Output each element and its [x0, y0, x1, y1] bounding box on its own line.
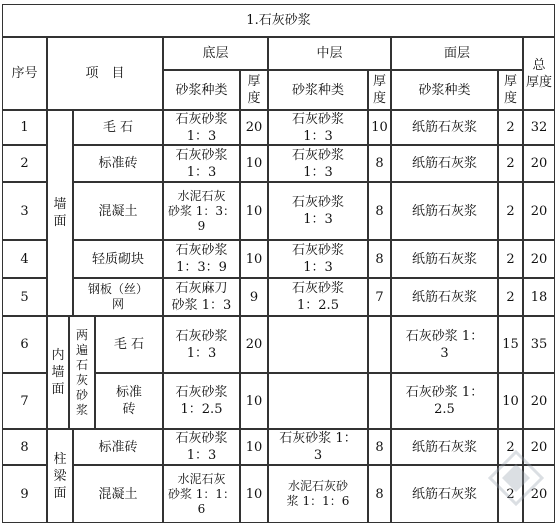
row-base-mortar [163, 316, 240, 373]
row-seq [2, 465, 47, 523]
table-title [2, 4, 555, 37]
group-column-beam [47, 429, 73, 523]
row-seq [2, 145, 47, 182]
row-surface-thickness-text: 2 [506, 156, 515, 171]
row-item [95, 373, 163, 429]
row-mid-mortar-text: 石灰砂浆 1：3 [291, 111, 344, 144]
row-total-thickness-text: 20 [530, 486, 548, 502]
row-mid-thickness-text: 8 [375, 251, 384, 267]
row-base-thickness [240, 429, 268, 465]
row-item-text: 标准 砖 [115, 385, 142, 417]
group-two-coats-text: 两 遍 石 灰 砂 浆 [75, 327, 88, 417]
row-mid-mortar-text: 水泥石灰砂 浆 1：1：6 [286, 479, 350, 508]
row-surface-thickness-text: 2 [506, 486, 515, 502]
row-base-mortar-text: 石灰砂浆 1：2.5 [175, 385, 228, 417]
header-seq-text: 序号 [11, 66, 38, 81]
row-base-thickness-text: 10 [245, 156, 263, 171]
row-item [95, 316, 163, 373]
row-item-text: 混凝土 [98, 203, 138, 219]
row-base-mortar [163, 429, 240, 465]
row-surface-thickness [498, 429, 523, 465]
row-base-thickness-text: 10 [245, 203, 263, 219]
row-base-thickness [240, 240, 268, 278]
row-surface-mortar [391, 465, 498, 523]
row-total-thickness-text: 20 [530, 439, 548, 455]
row-surface-thickness [498, 278, 523, 316]
row-surface-mortar [391, 373, 498, 429]
header-mid-thickness-text: 厚 度 [372, 74, 386, 106]
row-seq [2, 182, 47, 240]
row-surface-thickness [498, 240, 523, 278]
row-surface-thickness-text: 10 [502, 393, 519, 409]
row-base-mortar [163, 240, 240, 278]
row-base-thickness [240, 145, 268, 182]
row-seq-text: 6 [20, 337, 29, 352]
row-base-mortar [163, 465, 240, 523]
row-seq [2, 110, 47, 145]
header-base-thickness-text: 厚 度 [247, 74, 261, 106]
row-total-thickness-text: 35 [530, 337, 548, 352]
row-surface-thickness-text: 2 [506, 439, 515, 455]
group-two-coats [69, 316, 95, 429]
header-total-thickness [523, 37, 555, 110]
row-item [73, 145, 163, 182]
row-seq-text: 9 [20, 486, 29, 502]
row-base-mortar [163, 278, 240, 316]
row-base-mortar [163, 110, 240, 145]
row-base-mortar-text: 石灰砂浆 1：3 [175, 328, 228, 361]
row-surface-mortar-text: 纸筋石灰浆 [411, 203, 477, 219]
row-total-thickness [523, 240, 555, 278]
row-base-mortar-text: 水泥石灰 砂浆 1：1： 6 [167, 471, 236, 516]
row-surface-thickness [498, 110, 523, 145]
row-mid-mortar [268, 278, 368, 316]
row-base-mortar-text: 石灰砂浆 1：3 [175, 111, 228, 144]
row-surface-thickness [498, 316, 523, 373]
row-mid-thickness-text: 8 [375, 203, 384, 219]
row-mid-thickness [368, 465, 391, 523]
row-mid-mortar [268, 373, 368, 429]
row-surface-thickness [498, 145, 523, 182]
row-item-text: 混凝土 [98, 486, 138, 502]
row-total-thickness [523, 110, 555, 145]
row-mid-mortar-text: 石灰砂浆 1：3 [291, 147, 344, 180]
header-surface-layer-text: 面层 [443, 46, 470, 61]
row-total-thickness [523, 465, 555, 523]
row-item [73, 182, 163, 240]
header-middle-layer [268, 37, 391, 70]
group-inner-wall-text: 内 墙 面 [51, 348, 65, 397]
row-mid-mortar-text: 石灰砂浆 1：3 [291, 243, 344, 275]
row-base-mortar-text: 石灰砂浆 1：3 [175, 431, 228, 463]
row-mid-thickness [368, 316, 391, 373]
row-total-thickness-text: 32 [530, 120, 548, 135]
row-surface-mortar-text: 石灰砂浆 1： 3 [405, 328, 484, 361]
group-inner-wall [47, 316, 69, 429]
row-base-mortar-text: 水泥石灰 砂浆 1：3： 9 [167, 188, 236, 233]
row-surface-mortar [391, 240, 498, 278]
row-total-thickness [523, 316, 555, 373]
row-base-thickness [240, 465, 268, 523]
row-mid-mortar-text: 石灰砂浆 1： 3 [279, 431, 357, 463]
header-item-text: 项 目 [85, 66, 125, 81]
row-surface-mortar-text: 纸筋石灰浆 [411, 486, 477, 502]
row-mid-thickness [368, 110, 391, 145]
row-mid-mortar [268, 316, 368, 373]
row-mid-thickness [368, 240, 391, 278]
row-mid-mortar [268, 145, 368, 182]
row-seq-text: 3 [20, 203, 29, 219]
row-mid-thickness-text: 8 [375, 439, 384, 455]
row-surface-mortar-text: 纸筋石灰浆 [411, 120, 477, 135]
row-mid-thickness [368, 278, 391, 316]
row-seq-text: 2 [20, 156, 29, 171]
row-item [73, 429, 163, 465]
row-item [73, 110, 163, 145]
row-seq-text: 1 [20, 120, 29, 135]
row-base-thickness [240, 110, 268, 145]
header-base-mortar-type-text: 砂浆种类 [175, 82, 228, 98]
row-surface-thickness-text: 2 [506, 203, 515, 219]
row-seq [2, 429, 47, 465]
row-surface-thickness [498, 465, 523, 523]
row-base-thickness-text: 20 [245, 337, 263, 352]
row-mid-mortar-text: 石灰砂浆 1：2.5 [291, 281, 344, 313]
row-base-mortar [163, 373, 240, 429]
row-base-thickness [240, 316, 268, 373]
row-surface-thickness [498, 182, 523, 240]
header-base-layer-text: 底层 [202, 46, 229, 61]
row-item-text: 毛 石 [113, 337, 145, 352]
row-mid-thickness-text: 8 [375, 486, 384, 502]
row-total-thickness [523, 145, 555, 182]
row-surface-mortar [391, 110, 498, 145]
row-mid-thickness [368, 182, 391, 240]
row-seq-text: 8 [20, 439, 29, 455]
row-mid-thickness [368, 373, 391, 429]
row-surface-mortar [391, 316, 498, 373]
row-base-mortar [163, 145, 240, 182]
row-total-thickness-text: 20 [530, 156, 548, 171]
row-total-thickness-text: 20 [530, 393, 548, 409]
row-surface-mortar-text: 纸筋石灰浆 [411, 156, 477, 171]
row-base-thickness [240, 278, 268, 316]
row-mid-mortar [268, 240, 368, 278]
header-total-thickness-text: 总 厚度 [525, 57, 552, 90]
header-seq [2, 37, 47, 110]
row-surface-thickness-text: 15 [502, 337, 519, 352]
group-column-beam-text: 柱 梁 面 [53, 451, 67, 501]
group-wall-text: 墙 面 [53, 197, 67, 229]
header-mid-mortar-type-text: 砂浆种类 [291, 82, 344, 98]
header-surface-mortar-type [391, 70, 498, 110]
row-seq [2, 373, 47, 429]
row-mid-mortar [268, 182, 368, 240]
row-item-text: 钢板（丝） 网 [87, 282, 148, 311]
row-item [73, 465, 163, 523]
row-mid-thickness-text: 8 [375, 156, 384, 171]
row-base-thickness-text: 20 [245, 120, 263, 135]
row-mid-mortar [268, 110, 368, 145]
row-total-thickness-text: 20 [530, 251, 548, 267]
row-item-text: 标准砖 [98, 156, 138, 171]
row-base-thickness-text: 10 [245, 439, 263, 455]
row-mid-mortar [268, 429, 368, 465]
header-surface-layer [391, 37, 523, 70]
row-item-text: 轻质砌块 [91, 251, 144, 267]
header-middle-layer-text: 中层 [316, 46, 343, 61]
row-base-thickness-text: 10 [245, 486, 263, 502]
row-total-thickness [523, 373, 555, 429]
row-base-mortar-text: 石灰砂浆 1：3：9 [175, 243, 228, 275]
row-total-thickness-text: 20 [530, 203, 548, 219]
row-item [73, 240, 163, 278]
header-mid-thickness [368, 70, 391, 110]
header-surface-mortar-type-text: 砂浆种类 [418, 82, 471, 98]
row-surface-thickness-text: 2 [506, 289, 515, 305]
row-surface-mortar-text: 纸筋石灰浆 [411, 289, 477, 305]
header-item [47, 37, 163, 110]
row-base-thickness-text: 10 [245, 393, 263, 409]
row-total-thickness [523, 182, 555, 240]
row-seq [2, 278, 47, 316]
row-base-thickness [240, 182, 268, 240]
row-mid-thickness [368, 145, 391, 182]
row-base-mortar [163, 182, 240, 240]
row-base-thickness-text: 10 [245, 251, 263, 267]
row-item [73, 278, 163, 316]
header-base-mortar-type [163, 70, 240, 110]
row-mid-thickness-text: 7 [375, 289, 384, 305]
row-seq-text: 4 [20, 251, 29, 267]
row-total-thickness [523, 278, 555, 316]
row-base-thickness-text: 9 [249, 289, 259, 305]
group-wall [47, 110, 73, 316]
row-seq [2, 316, 47, 373]
row-surface-thickness-text: 2 [506, 251, 515, 267]
row-surface-mortar-text: 石灰砂浆 1： 2.5 [405, 385, 484, 417]
row-base-mortar-text: 石灰砂浆 1：3 [175, 147, 228, 180]
row-seq-text: 7 [20, 393, 29, 409]
row-surface-thickness [498, 373, 523, 429]
row-seq [2, 240, 47, 278]
row-base-thickness [240, 373, 268, 429]
row-item-text: 毛 石 [102, 120, 134, 135]
row-total-thickness-text: 18 [530, 289, 548, 305]
row-surface-mortar [391, 182, 498, 240]
row-mid-thickness [368, 429, 391, 465]
row-item-text: 标准砖 [98, 439, 138, 455]
row-surface-mortar-text: 纸筋石灰浆 [411, 251, 477, 267]
row-surface-mortar [391, 145, 498, 182]
row-mid-mortar-text: 石灰砂浆 1：3 [291, 195, 344, 227]
row-surface-mortar-text: 纸筋石灰浆 [411, 439, 477, 455]
header-surface-thickness-text: 厚 度 [503, 74, 517, 106]
row-surface-mortar [391, 278, 498, 316]
header-base-thickness [240, 70, 268, 110]
row-base-mortar-text: 石灰麻刀 砂浆 1：3 [171, 281, 232, 313]
row-total-thickness [523, 429, 555, 465]
row-mid-mortar [268, 465, 368, 523]
row-surface-thickness-text: 2 [506, 120, 515, 135]
table-title-text: 1.石灰砂浆 [246, 13, 311, 28]
header-base-layer [163, 37, 268, 70]
header-surface-thickness [498, 70, 523, 110]
row-surface-mortar [391, 429, 498, 465]
row-mid-thickness-text: 10 [371, 120, 388, 135]
row-seq-text: 5 [20, 289, 29, 305]
header-mid-mortar-type [268, 70, 368, 110]
